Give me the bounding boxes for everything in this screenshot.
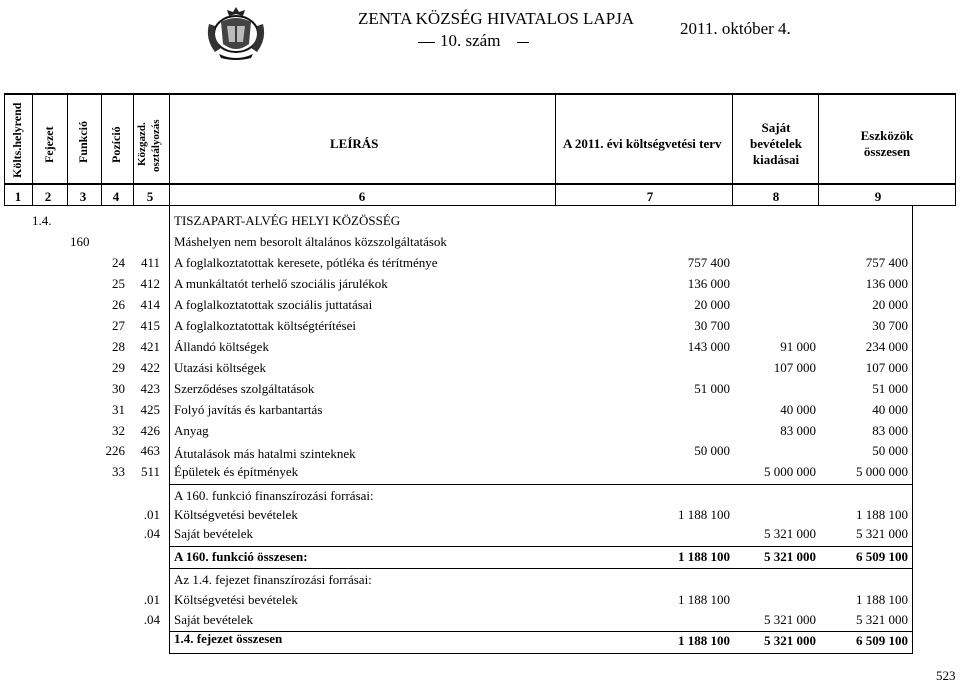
col-number-8: 8 <box>772 189 780 204</box>
col-sep-6 <box>555 93 556 206</box>
col-number-9: 9 <box>874 189 882 204</box>
description-cell: Költségvetési bevételek <box>174 507 298 522</box>
col-header-8c: kiadásai <box>752 152 800 167</box>
own-revenue-cell: 5 000 000 <box>764 464 816 479</box>
chapter-sources-title: Az 1.4. fejezet finanszírozási forrásai: <box>174 572 372 587</box>
func-sources-title-row <box>0 488 960 508</box>
table-row <box>0 318 960 338</box>
total-cell: 20 000 <box>872 297 908 312</box>
table-row <box>0 360 960 380</box>
econ-class-cell: 426 <box>140 423 160 438</box>
chapter-total-label: 1.4. fejezet összesen <box>174 631 283 646</box>
plan-cell: 757 400 <box>687 255 730 270</box>
position-cell: 27 <box>112 318 125 333</box>
description-cell: A munkáltatót terhelő szociális járulékok <box>174 276 388 291</box>
description-cell: A foglalkoztatottak szociális juttatásai <box>174 297 373 312</box>
total-cell: 234 000 <box>865 339 908 354</box>
col-number-6: 6 <box>358 189 366 204</box>
col-header-7: A 2011. évi költségvetési terv <box>563 136 722 151</box>
col-header-9b: összesen <box>863 144 911 159</box>
section-code: 1.4. <box>32 213 52 228</box>
position-cell: 226 <box>105 443 125 458</box>
econ-class-cell: 511 <box>140 464 160 479</box>
total-cell: 50 000 <box>872 443 908 458</box>
col-header-6: LEÍRÁS <box>330 136 379 151</box>
function-heading <box>0 234 960 254</box>
issue-number: 10. szám <box>440 31 501 50</box>
col-header-8a: Saját <box>761 120 791 135</box>
colnum-bottom-border <box>4 205 956 206</box>
econ-class-cell: 425 <box>140 402 160 417</box>
func-sources-title: A 160. funkció finanszírozási forrásai: <box>174 488 374 503</box>
position-cell: 31 <box>112 402 125 417</box>
table-row <box>0 339 960 359</box>
col-header-8b: bevételek <box>750 136 802 151</box>
divider <box>170 484 912 485</box>
coat-of-arms-icon <box>201 4 271 62</box>
source-code-cell: .01 <box>143 592 160 607</box>
dash-right <box>517 42 529 43</box>
table-row <box>0 402 960 422</box>
col-number-2: 2 <box>44 189 52 204</box>
col-number-7: 7 <box>646 189 654 204</box>
description-cell: Saját bevételek <box>174 612 254 627</box>
own-revenue-cell: 5 321 000 <box>764 549 816 564</box>
plan-cell: 1 188 100 <box>678 549 730 564</box>
section-title: TISZAPART-ALVÉG HELYI KÖZÖSSÉG <box>174 213 401 228</box>
position-cell: 30 <box>112 381 125 396</box>
border-left <box>4 93 5 206</box>
econ-class-cell: 411 <box>140 255 160 270</box>
table-row <box>0 464 960 484</box>
func-total-label: A 160. funkció összesen: <box>174 549 308 564</box>
position-cell: 33 <box>112 464 125 479</box>
divider <box>170 546 912 547</box>
total-cell: 40 000 <box>872 402 908 417</box>
col-sep-1 <box>32 93 33 206</box>
econ-class-cell: 412 <box>140 276 160 291</box>
col-sep-5 <box>169 93 170 206</box>
econ-class-cell: 414 <box>140 297 160 312</box>
chapter-sources-title-row <box>0 572 960 592</box>
total-cell: 5 321 000 <box>856 612 908 627</box>
table-row <box>0 276 960 296</box>
source-code-cell: .04 <box>143 526 160 541</box>
own-revenue-cell: 5 321 000 <box>764 633 816 648</box>
function-code: 160 <box>70 234 90 249</box>
plan-cell: 143 000 <box>687 339 730 354</box>
plan-cell: 50 000 <box>694 443 730 458</box>
col-number-5: 5 <box>146 189 154 204</box>
position-cell: 29 <box>112 360 125 375</box>
function-title: Máshelyen nem besorolt általános közszolgáltatások <box>174 234 447 249</box>
col-header-3: Funkció <box>76 120 90 163</box>
section-heading <box>0 213 960 233</box>
dash-left <box>418 42 435 43</box>
total-cell: 1 188 100 <box>856 507 908 522</box>
divider <box>170 568 912 569</box>
description-cell: A foglalkoztatottak keresete, pótléka és térítménye <box>174 255 438 270</box>
own-revenue-cell: 5 321 000 <box>764 612 816 627</box>
border-right <box>955 93 956 206</box>
publication-title: ZENTA KÖZSÉG HIVATALOS LAPJA <box>358 9 635 28</box>
chapter-total-row <box>0 633 960 653</box>
description-cell: Anyag <box>174 423 209 438</box>
total-cell: 5 000 000 <box>856 464 908 479</box>
plan-cell: 20 000 <box>694 297 730 312</box>
header-bottom-border <box>4 183 956 185</box>
col-header-5a: Közgazd. <box>136 122 148 166</box>
description-cell: Utazási költségek <box>174 360 267 375</box>
header-top-border <box>4 93 956 95</box>
col-sep-3 <box>101 93 102 206</box>
description-cell: Folyó javítás és karbantartás <box>174 402 323 417</box>
table-row <box>0 612 960 632</box>
col-number-4: 4 <box>112 189 120 204</box>
table-row <box>0 443 960 463</box>
description-cell: Állandó költségek <box>174 339 269 354</box>
total-cell: 757 400 <box>865 255 908 270</box>
plan-cell: 136 000 <box>687 276 730 291</box>
table-row <box>0 255 960 275</box>
total-cell: 107 000 <box>865 360 908 375</box>
table-row <box>0 526 960 546</box>
table-row <box>0 592 960 612</box>
description-cell: Átutalások más hatalmi szinteknek <box>174 446 356 461</box>
col-number-3: 3 <box>79 189 87 204</box>
plan-cell: 1 188 100 <box>678 592 730 607</box>
position-cell: 24 <box>112 255 125 270</box>
econ-class-cell: 463 <box>140 443 160 458</box>
total-cell: 83 000 <box>872 423 908 438</box>
table-row <box>0 507 960 527</box>
position-cell: 32 <box>112 423 125 438</box>
table-bottom-border <box>170 653 913 654</box>
description-cell: Szerződéses szolgáltatások <box>174 381 315 396</box>
source-code-cell: .01 <box>143 507 160 522</box>
issue-date: 2011. október 4. <box>680 19 791 38</box>
econ-class-cell: 421 <box>140 339 160 354</box>
description-cell: Költségvetési bevételek <box>174 592 298 607</box>
description-cell: Saját bevételek <box>174 526 254 541</box>
total-cell: 30 700 <box>872 318 908 333</box>
page-number: 523 <box>936 668 956 683</box>
table-row <box>0 423 960 443</box>
col-sep-2 <box>67 93 68 206</box>
col-sep-4 <box>133 93 134 206</box>
col-header-4: Pozíció <box>109 126 123 163</box>
total-cell: 6 509 100 <box>856 549 908 564</box>
table-row <box>0 381 960 401</box>
position-cell: 28 <box>112 339 125 354</box>
plan-cell: 1 188 100 <box>678 507 730 522</box>
col-number-1: 1 <box>14 189 22 204</box>
table-row <box>0 297 960 317</box>
plan-cell: 51 000 <box>694 381 730 396</box>
description-cell: Épületek és építmények <box>174 464 299 479</box>
total-cell: 6 509 100 <box>856 633 908 648</box>
total-cell: 136 000 <box>865 276 908 291</box>
position-cell: 26 <box>112 297 125 312</box>
col-header-5b: osztályozás <box>150 119 162 172</box>
own-revenue-cell: 83 000 <box>780 423 816 438</box>
own-revenue-cell: 91 000 <box>780 339 816 354</box>
plan-cell: 30 700 <box>694 318 730 333</box>
func-total-row <box>0 549 960 569</box>
total-cell: 51 000 <box>872 381 908 396</box>
source-code-cell: .04 <box>143 612 160 627</box>
col-header-9a: Eszközök <box>860 128 914 143</box>
total-cell: 5 321 000 <box>856 526 908 541</box>
econ-class-cell: 422 <box>140 360 160 375</box>
plan-cell: 1 188 100 <box>678 633 730 648</box>
own-revenue-cell: 40 000 <box>780 402 816 417</box>
own-revenue-cell: 107 000 <box>773 360 816 375</box>
econ-class-cell: 415 <box>140 318 160 333</box>
own-revenue-cell: 5 321 000 <box>764 526 816 541</box>
total-cell: 1 188 100 <box>856 592 908 607</box>
col-header-1: Költs.helyrend <box>10 102 24 178</box>
position-cell: 25 <box>112 276 125 291</box>
col-header-2: Fejezet <box>42 126 56 163</box>
econ-class-cell: 423 <box>140 381 160 396</box>
description-cell: A foglalkoztatottak költségtérítései <box>174 318 356 333</box>
